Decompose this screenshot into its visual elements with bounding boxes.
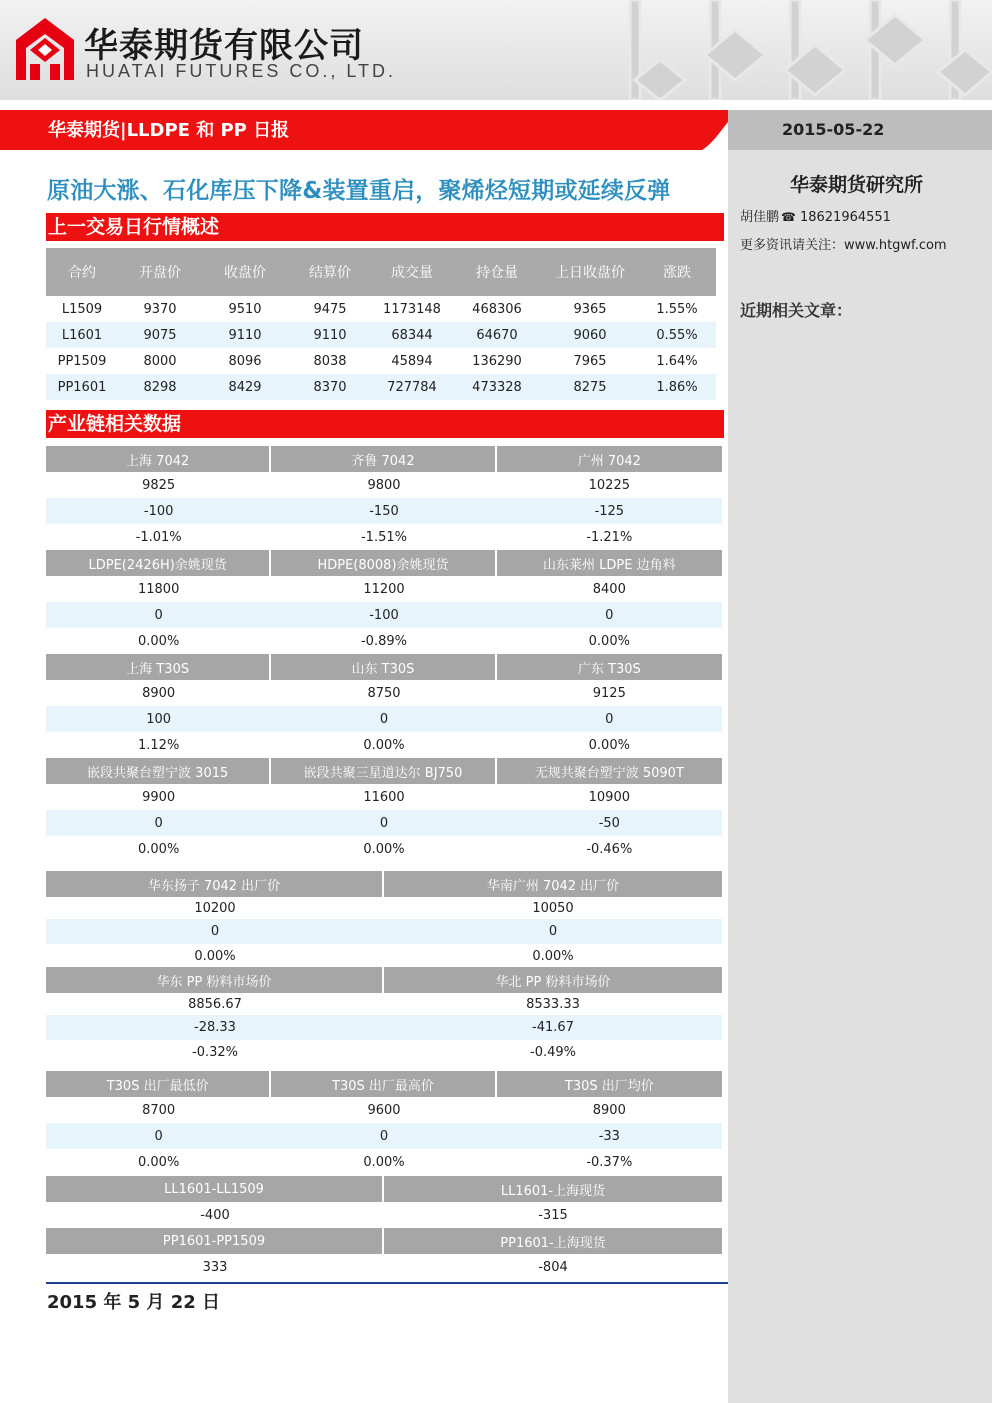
chain-col-header: 山东 T30S <box>271 654 496 680</box>
chain-col-header: 广东 T30S <box>577 661 641 677</box>
chain-cell: 9125 <box>592 685 626 701</box>
chain-cell: -315 <box>538 1207 568 1223</box>
recent-articles-label: 近期相关文章： <box>740 301 853 320</box>
chain-row <box>46 784 722 810</box>
chain-header-row <box>46 550 722 576</box>
chain-row <box>46 1202 722 1228</box>
chain-row <box>46 810 722 836</box>
chain-header-row <box>46 446 722 472</box>
chain-cell: 333 <box>202 1259 228 1275</box>
market-cell: L1509 <box>61 301 103 317</box>
institute-name: 华泰期货研究所 <box>790 174 924 196</box>
market-cell: 7965 <box>573 353 607 369</box>
market-cell: 9075 <box>143 327 177 343</box>
chain-cell: -50 <box>598 815 620 831</box>
chain-col-header: 嵌段共聚台塑宁波 3015 <box>46 758 271 784</box>
market-cell: 8429 <box>228 379 262 395</box>
chain-cell: 8533.33 <box>526 996 580 1012</box>
chain-row <box>46 897 722 919</box>
chain-cell: 0.00% <box>363 841 405 857</box>
company-logo-icon <box>16 18 74 80</box>
chain-cell: -0.37% <box>586 1154 633 1170</box>
chain-header-row <box>46 1071 722 1097</box>
chain-col-header: 嵌段共聚三星道达尔 BJ750 <box>271 758 496 784</box>
chain-cell: 0 <box>379 711 389 727</box>
chain-row <box>46 836 722 862</box>
market-cell: 468306 <box>472 301 522 317</box>
chain-cell: 8700 <box>142 1102 176 1118</box>
market-col-header: 收盘价 <box>224 265 266 281</box>
chain-cell: 0.00% <box>363 737 405 753</box>
chain-cell: 0.00% <box>588 633 630 649</box>
chain-col-header: LDPE(2426H)余姚现货 <box>46 550 271 576</box>
chain-cell: 0.00% <box>138 633 180 649</box>
phone-icon: ☎ <box>781 210 796 224</box>
market-cell: 9060 <box>573 327 607 343</box>
chain-row <box>46 472 722 498</box>
report-title: 华泰期货|LLDPE 和 PP 日报 <box>48 120 290 141</box>
chain-header-row <box>46 967 722 993</box>
market-cell: 9510 <box>228 301 262 317</box>
report-date: 2015-05-22 <box>782 120 885 139</box>
chain-block <box>46 550 722 654</box>
market-table <box>46 248 716 400</box>
chain-row <box>46 498 722 524</box>
chain-cell: 0 <box>605 607 614 623</box>
chain-block <box>46 758 722 862</box>
market-row <box>46 348 716 374</box>
chain-cell: -41.67 <box>532 1020 574 1035</box>
market-cell: 8096 <box>228 353 262 369</box>
chain-cell: 0 <box>154 815 163 831</box>
follow-link[interactable]: 更多资讯请关注：www.htgwf.com <box>740 238 947 253</box>
chain-cell: -1.21% <box>586 529 633 545</box>
chain-col-header: 华南广州 7042 出厂价 <box>486 878 620 894</box>
market-row <box>46 322 716 348</box>
header-decoration-icon <box>600 0 992 100</box>
sidebar <box>728 150 992 1403</box>
chain-cell: 9900 <box>142 789 176 805</box>
company-name-cn: 华泰期货有限公司 <box>84 26 364 66</box>
chain-cell: 0.00% <box>532 949 574 964</box>
market-cell: 8275 <box>573 379 607 395</box>
chain-cell: 10200 <box>194 900 236 916</box>
chain-header-row <box>46 1176 722 1202</box>
footer-divider <box>46 1282 728 1284</box>
chain-col-header: 华东扬子 7042 出厂价 <box>46 871 384 897</box>
chain-cell: -0.32% <box>192 1045 238 1060</box>
market-col-header: 开盘价 <box>139 265 181 281</box>
chain-cell: 9800 <box>367 477 401 493</box>
chain-block <box>46 446 722 550</box>
analyst-name: 胡佳鹏 <box>740 210 780 225</box>
chain-header-row <box>46 1228 722 1254</box>
company-name-en: HUATAI FUTURES CO., LTD. <box>86 61 397 81</box>
chain-cell: 0.00% <box>138 841 180 857</box>
chain-block <box>46 1228 722 1280</box>
market-col-header: 持仓量 <box>476 265 518 281</box>
chain-cell: 0.00% <box>588 737 630 753</box>
chain-cell: 8900 <box>592 1102 626 1118</box>
chain-cell: 0 <box>154 1128 163 1144</box>
market-cell: 1.86% <box>656 379 698 395</box>
chain-cell: 11600 <box>363 789 405 805</box>
market-col-header: 结算价 <box>309 265 351 281</box>
chain-row <box>46 1097 722 1123</box>
chain-col-header: PP1601-上海现货 <box>500 1235 606 1251</box>
chain-row <box>46 944 722 969</box>
chain-cell: -1.01% <box>135 529 182 545</box>
chain-block <box>46 871 722 969</box>
chain-col-header: 广州 7042 <box>577 453 641 469</box>
chain-cell: -150 <box>369 503 399 519</box>
chain-cell: -804 <box>538 1259 568 1275</box>
chain-cell: 0.00% <box>194 949 236 964</box>
market-cell: 1.55% <box>656 301 698 317</box>
chain-cell: 8750 <box>367 685 401 701</box>
market-row <box>46 374 716 400</box>
chain-row <box>46 602 722 628</box>
chain-block <box>46 967 722 1065</box>
market-cell: 45894 <box>391 353 433 369</box>
chain-col-header: 华东 PP 粉料市场价 <box>46 967 384 993</box>
chain-cell: -100 <box>143 503 174 519</box>
market-cell: 136290 <box>472 353 522 369</box>
chain-cell: 9600 <box>367 1102 401 1118</box>
chain-cell: -1.51% <box>360 529 407 545</box>
footer-date: 2015 年 5 月 22 日 <box>47 1292 221 1313</box>
chain-cell: -28.33 <box>194 1020 236 1035</box>
market-col-header: 涨跌 <box>663 265 691 281</box>
chain-header-row <box>46 654 722 680</box>
headline: 原油大涨、石化库压下降&装置重启，聚烯烃短期或延续反弹 <box>47 178 671 204</box>
chain-row <box>46 1123 722 1149</box>
chain-cell: 0 <box>210 924 220 939</box>
chain-row <box>46 576 722 602</box>
chain-cell: -125 <box>594 503 625 519</box>
section-market-title: 上一交易日行情概述 <box>46 213 724 241</box>
chain-cell: -0.46% <box>586 841 633 857</box>
chain-cell: 10900 <box>588 789 630 805</box>
chain-cell: 0 <box>548 924 558 939</box>
chain-cell: 0.00% <box>138 1154 180 1170</box>
chain-header-row <box>46 871 722 897</box>
chain-cell: -100 <box>369 607 399 623</box>
chain-row <box>46 919 722 944</box>
chain-cell: -0.49% <box>530 1045 576 1060</box>
chain-col-header: 山东莱州 LDPE 边角料 <box>543 557 676 573</box>
chain-row <box>46 732 722 758</box>
page-header <box>0 0 992 100</box>
chain-col-header: T30S 出厂最高价 <box>271 1071 496 1097</box>
chain-cell: -33 <box>598 1128 620 1144</box>
chain-col-header: 齐鲁 7042 <box>271 446 496 472</box>
market-col-header: 上日收盘价 <box>555 265 625 281</box>
chain-col-header: 无规共聚台塑宁波 5090T <box>534 765 684 781</box>
market-cell: 9110 <box>228 327 262 343</box>
chain-cell: 0 <box>379 1128 389 1144</box>
chain-col-header: T30S 出厂最低价 <box>46 1071 271 1097</box>
chain-row <box>46 628 722 654</box>
chain-col-header: 华北 PP 粉料市场价 <box>495 974 611 990</box>
chain-row <box>46 993 722 1015</box>
chain-col-header: 上海 T30S <box>46 654 271 680</box>
market-cell: 727784 <box>387 379 437 395</box>
chain-col-header: LL1601-LL1509 <box>46 1176 384 1202</box>
chain-row <box>46 1254 722 1280</box>
chain-cell: -400 <box>200 1207 230 1223</box>
chain-col-header: 上海 7042 <box>46 446 271 472</box>
chain-block <box>46 1071 722 1175</box>
chain-cell: 0 <box>605 711 614 727</box>
market-cell: 9370 <box>143 301 177 317</box>
market-col-header: 成交量 <box>391 265 433 281</box>
analyst-contact <box>740 206 891 225</box>
chain-row <box>46 680 722 706</box>
chain-row <box>46 1015 722 1040</box>
chain-cell: 10050 <box>532 900 574 916</box>
chain-cell: 11800 <box>137 581 180 597</box>
market-cell: 64670 <box>476 327 518 343</box>
market-cell: 473328 <box>472 379 522 395</box>
chain-cell: 0 <box>379 815 389 831</box>
market-cell: 9475 <box>313 301 347 317</box>
chain-col-header: PP1601-PP1509 <box>46 1228 384 1254</box>
market-cell: 0.55% <box>656 327 698 343</box>
market-cell: L1601 <box>61 327 103 343</box>
chain-cell: 8400 <box>592 581 626 597</box>
market-cell: 8038 <box>313 353 347 369</box>
chain-cell: 8856.67 <box>188 996 242 1012</box>
market-cell: 1173148 <box>383 301 441 317</box>
chain-cell: 1.12% <box>138 737 180 753</box>
market-col-header: 合约 <box>68 265 96 281</box>
chain-col-header: T30S 出厂均价 <box>564 1078 654 1094</box>
section-chain-title: 产业链相关数据 <box>46 410 724 438</box>
market-cell: 68344 <box>391 327 433 343</box>
market-cell: PP1509 <box>57 353 107 369</box>
market-cell: 9365 <box>573 301 607 317</box>
chain-cell: 9825 <box>142 477 176 493</box>
analyst-phone: 18621964551 <box>799 210 891 225</box>
chain-col-header: LL1601-上海现货 <box>500 1183 606 1199</box>
chain-cell: 0.00% <box>363 1154 405 1170</box>
chain-row <box>46 524 722 550</box>
market-row <box>46 296 716 322</box>
chain-cell: 8900 <box>142 685 176 701</box>
market-cell: 8370 <box>313 379 347 395</box>
market-cell: 8000 <box>143 353 177 369</box>
market-cell: 8298 <box>143 379 177 395</box>
chain-row <box>46 706 722 732</box>
chain-cell: 10225 <box>588 477 630 493</box>
market-cell: 1.64% <box>656 353 698 369</box>
chain-cell: 0 <box>154 607 163 623</box>
chain-col-header: HDPE(8008)余姚现货 <box>271 550 496 576</box>
market-table-header <box>46 248 716 296</box>
chain-block <box>46 1176 722 1228</box>
chain-cell: 100 <box>146 711 172 727</box>
chain-row <box>46 1149 722 1175</box>
chain-row <box>46 1040 722 1065</box>
chain-cell: -0.89% <box>360 633 407 649</box>
chain-block <box>46 654 722 758</box>
chain-header-row <box>46 758 722 784</box>
market-cell: 9110 <box>313 327 347 343</box>
chain-cell: 11200 <box>363 581 405 597</box>
market-cell: PP1601 <box>57 379 107 395</box>
